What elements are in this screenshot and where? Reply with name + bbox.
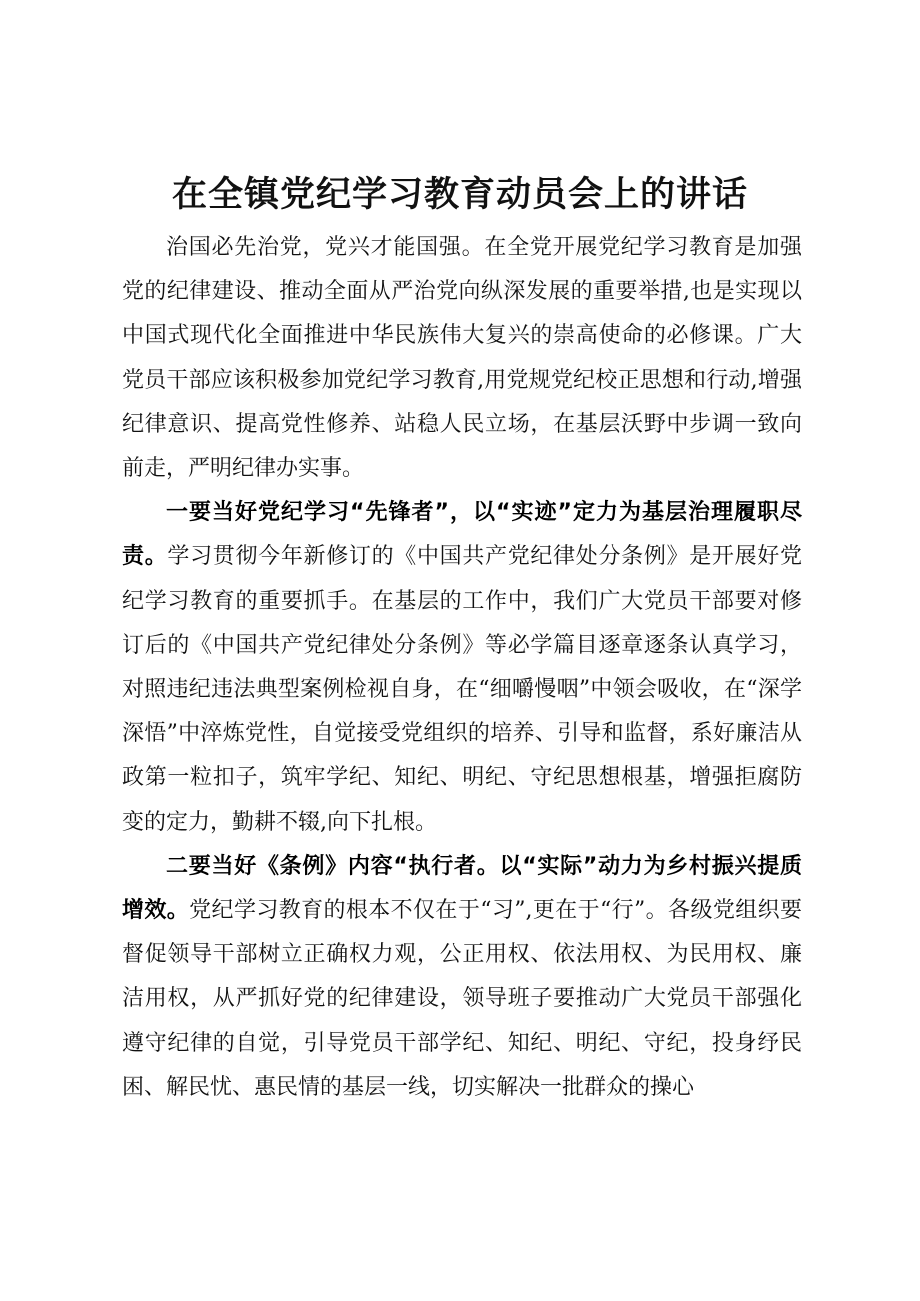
paragraph-lead-heading: 二要当好《条例》内容“执行者。以“实际”动力为乡村振兴提质增效。 [122,853,802,924]
document-title: 在全镇党纪学习教育动员会上的讲话 [171,175,748,215]
paragraph-point-one [122,491,802,845]
paragraph-point-two [122,845,802,1110]
paragraph-text: 党纪学习教育的根本不仅在于“习”,更在于“行”。各级党组织要督促领导干部树立正确权力观，公正用权、依法用权、为民用权、廉洁用权，从严抓好党的纪律建设，领导班子要推动广大党员干部强化遵守纪律的自觉，引导党员干部学纪、知纪、明纪、守纪，投身纾民困、解民忧、惠民情的基层一线，切实解决一批群众的操心 [122,898,802,1100]
paragraph-lead-heading: 一要当好党纪学习“先锋者”，以“实迹”定力为基层治理履职尽责。 [122,500,802,570]
paragraph-text: 学习贯彻今年新修订的《中国共产党纪律处分条例》是开展好党纪学习教育的重要抓手。在基层的工作中，我们广大党员干部要对修订后的《中国共产党纪律处分条例》等必学篇目逐章逐条认真学习，对照违纪违法典型案例检视自身，在“细嚼慢咽”中领会吸收，在“深学深悟”中淬炼党性，自觉接受党组织的培养、引导和监督，系好廉洁从政第一粒扣子，筑牢学纪、知纪、明纪、守纪思想根基，增强拒腐防变的定力，勤耕不辍,向下扎根。 [122,544,802,835]
paragraph-intro [122,226,802,491]
paragraph-text: 治国必先治党，党兴才能国强。在全党开展党纪学习教育是加强党的纪律建设、推动全面从严治党向纵深发展的重要举措,也是实现以中国式现代化全面推进中华民族伟大复兴的崇高使命的必修课。广大党员干部应该积极参加党纪学习教育,用党规党纪校正思想和行动,增强纪律意识、提高党性修养、站稳人民立场，在基层沃野中步调一致向前走，严明纪律办实事。 [122,235,802,482]
document-body [122,226,802,1110]
